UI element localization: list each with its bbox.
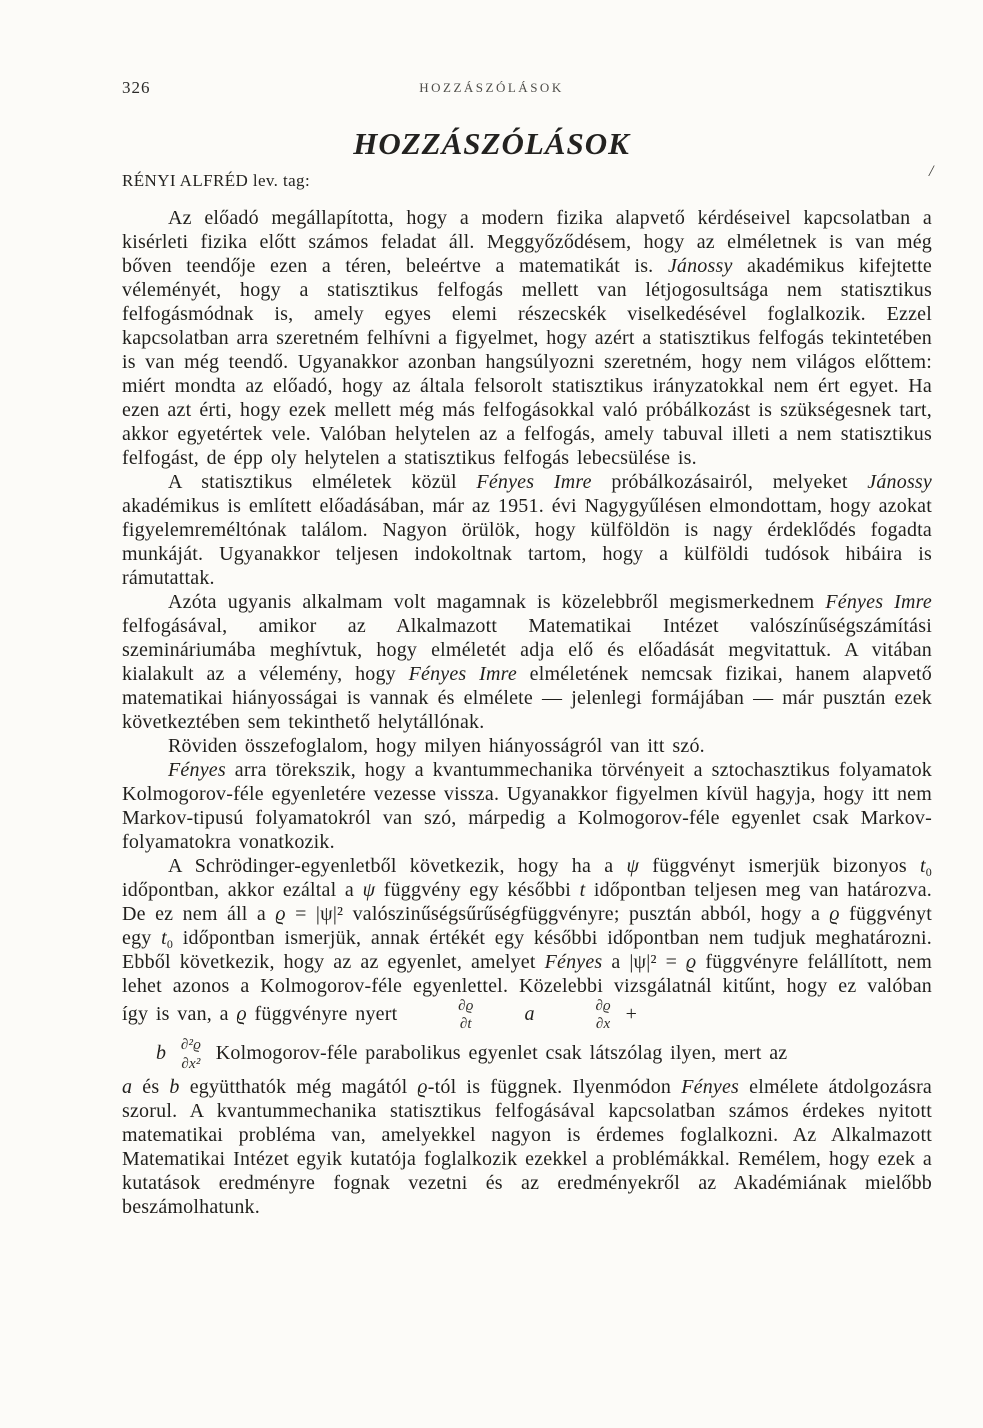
- text-run: Jánossy: [867, 471, 932, 493]
- text-run: próbálkozásairól, melyeket: [591, 471, 868, 493]
- text-run: függvényt egy: [122, 903, 933, 949]
- text-run: elmélete átdolgozásra szorul. A kvantummechanika statisztikus felfogásával kapcsolatban számos érdekes nyitott matematikai probléma van, amelyekkel nagyon is érdemes foglalkozni. Az Alkalmazott Matematikai Intézet egyik kutatója foglalkozik ezekkel a problémákkal. Remélem, hogy ezek a kutatások eredményre fognak vezetni és az eredményekről az Akadémiának mielőbb beszámolhatunk.: [122, 1075, 933, 1218]
- text-run: együtthatók még magától: [179, 1075, 418, 1098]
- text-run: akadémikus is említett előadásában, már az 1951. évi Nagygyűlésen elmondottam, hogy azokat figyelemreméltónak találom. Nagyon örülök, hogy külföldön is nagy érdeklődés fogadta munkáját. Ugyanakkor teljesen indokoltnak tartom, hogy a külföldi tudósok hibáira is rámutattak.: [122, 495, 932, 589]
- text-run: függvényre felállított, nem lehet azonos a Kolmogorov-féle egyenlettel. Közelebbi vizsgálatnál kitűnt, hogy ez valóban így is van, a: [122, 951, 932, 1025]
- text-run: t: [161, 927, 167, 949]
- speaker-name: RÉNYI ALFRÉD lev. tag:: [122, 171, 311, 190]
- text-run: Fényes: [168, 759, 226, 781]
- paragraph: [122, 758, 932, 854]
- margin-mark: /: [929, 163, 934, 180]
- text-run: [535, 1003, 543, 1025]
- text-run: ϱ: [829, 903, 840, 925]
- text-run: a: [524, 1002, 535, 1025]
- text-run: függvényt ismerjük bizonyos: [639, 855, 921, 877]
- text-run: függvény egy későbbi: [375, 879, 580, 901]
- text-run: ϱ: [236, 1002, 247, 1025]
- text-run: +: [617, 1002, 638, 1025]
- text-run: b: [169, 1075, 180, 1098]
- text-run: ϱ: [686, 951, 697, 973]
- paragraph: [122, 470, 932, 590]
- text-run: 0: [166, 937, 174, 951]
- text-run: [166, 1042, 174, 1064]
- text-run: ϱ: [275, 903, 286, 925]
- text-run: Az előadó megállapította, hogy a modern fizika alapvető kérdéseivel kapcsolatban a kisérleti fizika előtt számos feladat áll. Meggyőződésem, hogy az elméletnek is van még bőven teendője ezen a téren, beleértve a matematikát is.: [122, 207, 932, 277]
- text-run: b: [156, 1042, 167, 1065]
- text-run: Kolmogorov-féle parabolikus egyenlet csak látszólag ilyen, mert az: [208, 1042, 788, 1065]
- text-run: ψ: [362, 879, 376, 901]
- text-run: t: [920, 855, 926, 877]
- text-run: ϱ: [417, 1075, 428, 1098]
- text-run: arra törekszik, hogy a kvantummechanika törvényeit a sztochasztikus folyamatok Kolmogorov-féle egyenletére vezesse vissza. Ugyanakkor figyelmen kívül hagyja, hogy itt nem Markov-tipusú folyamatokról van szó, márpedig a Kolmogorov-féle egyenlet csak Markov-folyamatokra vonatkozik.: [122, 759, 932, 853]
- text-run: időpontban, akkor ezáltal a: [122, 879, 363, 901]
- paragraph: [122, 734, 932, 758]
- text-run: Jánossy: [667, 255, 733, 277]
- text-run: A statisztikus elméletek közül: [168, 471, 477, 493]
- text-run: időpontban teljesen meg van határozva. De ez nem áll a: [122, 879, 932, 925]
- text-run: elméletének nemcsak fizikai, hanem alapvető matematikai hiányosságai is vannak és elmélete — jelenlegi formájában — már pusztán ezek következtében sem tekinthető helytállónak.: [122, 663, 932, 733]
- inline-fraction: ∂ϱ ∂x: [595, 998, 611, 1033]
- text-run: felfogásával, amikor az Alkalmazott Matematikai Intézet valószínűségszámítási szemináriumába meghívtuk, hogy elméletét adja elő és előadását megvitattuk. A vitában kialakult az a vélemény, hogy: [122, 615, 932, 685]
- text-run: és: [132, 1075, 170, 1098]
- text-run: 0: [925, 865, 932, 879]
- text-run: Fényes Imre: [408, 663, 517, 685]
- text-run: a |ψ|² =: [602, 951, 687, 973]
- paragraph: [122, 1037, 932, 1071]
- text-run: Röviden összefoglalom, hogy milyen hiányosságról van itt szó.: [168, 735, 705, 757]
- body-text: [122, 206, 932, 1219]
- text-run: Fényes: [544, 951, 603, 973]
- text-run: időpontban ismerjük, annak értékét egy későbbi időpontban nem tudjuk meghatározni. Ebből következik, hogy az az egyenlet, amelyet: [122, 927, 932, 973]
- text-run: Fényes Imre: [476, 471, 592, 493]
- text-run: ψ: [626, 855, 640, 877]
- text-run: Fényes: [681, 1075, 740, 1098]
- paragraph: [122, 1075, 932, 1219]
- doc-title: HOZZÁSZÓLÁSOK: [353, 126, 630, 161]
- inline-fraction: ∂²ϱ ∂x²: [180, 1037, 202, 1072]
- inline-fraction: ∂ϱ ∂t: [458, 998, 474, 1033]
- text-run: -tól is függnek. Ilyenmódon: [427, 1075, 682, 1098]
- text-run: függvényre nyert: [246, 1002, 406, 1025]
- text-run: Fényes Imre: [825, 591, 932, 613]
- text-run: Azóta ugyanis alkalmam volt magamnak is közelebbről megismerkednem: [168, 591, 826, 613]
- paragraph: [122, 590, 932, 734]
- text-run: = |ψ|² valószinűségsűrűségfüggvényre; pusztán abból, hogy a: [285, 903, 830, 925]
- text-run: a: [122, 1075, 133, 1098]
- page-number: 326: [122, 78, 151, 97]
- text-run: A Schrödinger-egyenletből következik, hogy ha a: [168, 855, 627, 877]
- paragraph: [122, 854, 932, 1032]
- paragraph: [122, 206, 932, 470]
- text-run: t: [579, 879, 586, 901]
- text-run: akadémikus kifejtette véleményét, hogy a statisztikus felfogás mellett van létjogosultsága nem statisztikus felfogásmódnak is, amely egyes elemi részecskék viselkedésével foglalkozik. Ezzel kapcsolatban arra szeretném felhívni a figyelmet, hogy azért a statisztikus felfogás tekintetében is van még teendő. Ugyanakkor azonban hangsúlyozni szeretném, hogy nem világos előttem: miért mondta az előadó, hogy az általa felsorolt statisztikus irányzatokkal nem ért egyet. Ha ezen azt érti, hogy ezek mellett még más felfogásokkal való próbálkozást is szükségesnek tart, akkor egyetértek vele. Valóban helytelen az a felfogás, amely tabuval illeti a nem statisztikus felfogást, de épp oly helytelen a statisztikus felfogás lebecsülése is.: [122, 255, 932, 469]
- running-head: HOZZÁSZÓLÁSOK: [419, 80, 564, 95]
